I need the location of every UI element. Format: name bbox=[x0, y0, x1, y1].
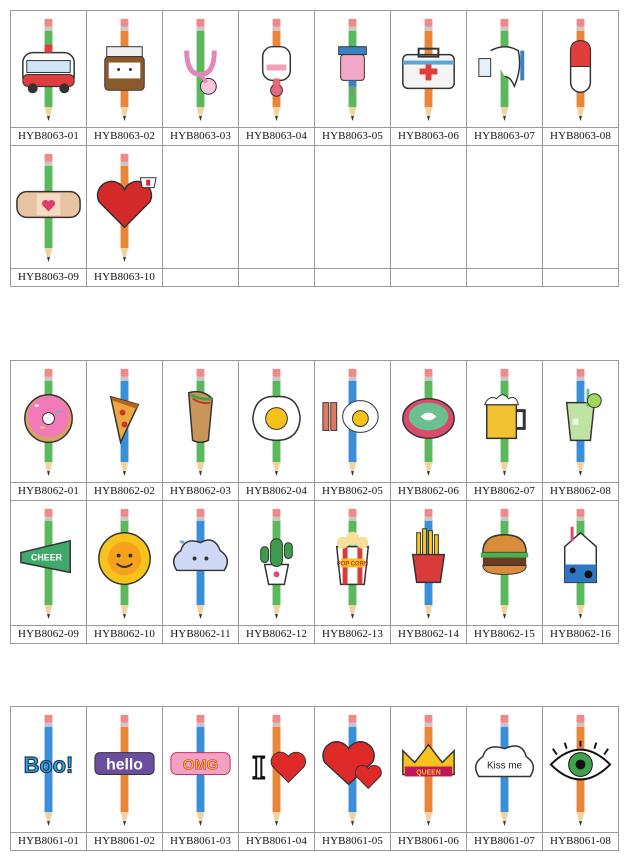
product-cell bbox=[391, 11, 467, 146]
svg-text:hello: hello bbox=[106, 756, 143, 774]
ambulance-icon bbox=[11, 11, 86, 127]
product-code: HYB8062-06 bbox=[391, 482, 466, 500]
milk-carton-icon bbox=[543, 501, 618, 625]
product-code: HYB8062-03 bbox=[163, 482, 238, 500]
kiss-me-cloud-icon bbox=[467, 707, 542, 832]
product-cell bbox=[467, 501, 543, 644]
product-code: HYB8062-14 bbox=[391, 625, 466, 643]
empty-cell bbox=[391, 146, 467, 287]
capsule-icon bbox=[543, 11, 618, 127]
product-code: HYB8063-10 bbox=[87, 268, 162, 286]
svg-text:CHEER: CHEER bbox=[31, 552, 63, 563]
empty-picture bbox=[467, 146, 542, 268]
product-cell bbox=[315, 501, 391, 644]
latte-icon bbox=[391, 361, 466, 482]
empty-cell bbox=[543, 146, 619, 287]
beer-mug-icon bbox=[467, 361, 542, 482]
product-code: HYB8061-08 bbox=[543, 832, 618, 850]
product-code bbox=[315, 268, 390, 286]
product-code: HYB8062-12 bbox=[239, 625, 314, 643]
product-code: HYB8062-05 bbox=[315, 482, 390, 500]
fried-egg-icon bbox=[239, 361, 314, 482]
product-cell bbox=[87, 501, 163, 644]
empty-cell bbox=[467, 146, 543, 287]
empty-picture bbox=[239, 146, 314, 268]
product-cell bbox=[543, 707, 619, 851]
i-love-icon bbox=[239, 707, 314, 832]
grid-row bbox=[11, 501, 619, 644]
product-cell bbox=[87, 11, 163, 146]
grid-row bbox=[11, 707, 619, 851]
product-code: HYB8061-07 bbox=[467, 832, 542, 850]
double-heart-icon bbox=[315, 707, 390, 832]
sun-icon bbox=[87, 501, 162, 625]
product-cell bbox=[11, 361, 87, 501]
product-code bbox=[543, 268, 618, 286]
product-cell bbox=[391, 707, 467, 851]
empty-picture bbox=[315, 146, 390, 268]
product-code: HYB8063-06 bbox=[391, 127, 466, 145]
cloud-icon bbox=[163, 501, 238, 625]
svg-text:Boo!: Boo! bbox=[23, 752, 74, 778]
product-cell bbox=[163, 361, 239, 501]
product-code: HYB8063-08 bbox=[543, 127, 618, 145]
sheet-hyb8061 bbox=[10, 706, 619, 851]
product-code: HYB8062-01 bbox=[11, 482, 86, 500]
product-code: HYB8061-02 bbox=[87, 832, 162, 850]
product-code: HYB8062-11 bbox=[163, 625, 238, 643]
product-cell bbox=[315, 361, 391, 501]
omg-text-icon bbox=[163, 707, 238, 832]
product-code: HYB8063-01 bbox=[11, 127, 86, 145]
product-code: HYB8061-01 bbox=[11, 832, 86, 850]
product-cell bbox=[11, 707, 87, 851]
product-cell bbox=[467, 11, 543, 146]
product-code bbox=[163, 268, 238, 286]
product-code: HYB8061-06 bbox=[391, 832, 466, 850]
hello-text-icon bbox=[87, 707, 162, 832]
cheer-megaphone-icon bbox=[11, 501, 86, 625]
product-cell bbox=[543, 11, 619, 146]
empty-cell bbox=[239, 146, 315, 287]
product-code: HYB8062-02 bbox=[87, 482, 162, 500]
empty-picture bbox=[163, 146, 238, 268]
product-cell bbox=[391, 361, 467, 501]
svg-text:I: I bbox=[252, 749, 266, 787]
product-cell bbox=[315, 11, 391, 146]
product-cell bbox=[163, 707, 239, 851]
product-code: HYB8062-07 bbox=[467, 482, 542, 500]
egg-bacon-icon bbox=[315, 361, 390, 482]
heart-nurse-cap-icon bbox=[87, 146, 162, 268]
empty-picture bbox=[391, 146, 466, 268]
grid-row bbox=[11, 361, 619, 501]
product-code: HYB8062-08 bbox=[543, 482, 618, 500]
product-code: HYB8063-07 bbox=[467, 127, 542, 145]
product-code: HYB8062-16 bbox=[543, 625, 618, 643]
bandage-icon bbox=[11, 146, 86, 268]
product-cell bbox=[239, 707, 315, 851]
product-code: HYB8063-09 bbox=[11, 268, 86, 286]
product-code: HYB8061-04 bbox=[239, 832, 314, 850]
product-cell bbox=[239, 501, 315, 644]
fries-icon bbox=[391, 501, 466, 625]
product-code bbox=[391, 268, 466, 286]
svg-text:OMG: OMG bbox=[182, 757, 219, 774]
product-code bbox=[467, 268, 542, 286]
donut-icon bbox=[11, 361, 86, 482]
product-code: HYB8062-15 bbox=[467, 625, 542, 643]
product-code: HYB8063-03 bbox=[163, 127, 238, 145]
product-cell bbox=[543, 501, 619, 644]
product-cell bbox=[11, 501, 87, 644]
sheet-hyb8062 bbox=[10, 360, 619, 644]
syringe-icon bbox=[315, 11, 390, 127]
stethoscope-icon bbox=[163, 11, 238, 127]
svg-text:Kiss me: Kiss me bbox=[486, 760, 523, 772]
product-code: HYB8063-02 bbox=[87, 127, 162, 145]
product-code: HYB8062-13 bbox=[315, 625, 390, 643]
tooth-icon bbox=[467, 11, 542, 127]
boo-text-icon bbox=[11, 707, 86, 832]
product-cell bbox=[239, 361, 315, 501]
product-code: HYB8062-09 bbox=[11, 625, 86, 643]
grid-row bbox=[11, 11, 619, 146]
empty-cell bbox=[315, 146, 391, 287]
lemonade-icon bbox=[543, 361, 618, 482]
product-cell bbox=[11, 11, 87, 146]
product-cell bbox=[315, 707, 391, 851]
product-cell bbox=[543, 361, 619, 501]
empty-cell bbox=[163, 146, 239, 287]
product-cell bbox=[163, 11, 239, 146]
product-cell bbox=[467, 707, 543, 851]
sheet-hyb8063 bbox=[10, 10, 619, 287]
eye-icon bbox=[543, 707, 618, 832]
product-cell bbox=[87, 361, 163, 501]
product-cell bbox=[163, 501, 239, 644]
product-cell bbox=[87, 146, 163, 287]
crown-icon bbox=[391, 707, 466, 832]
product-cell bbox=[87, 707, 163, 851]
product-code: HYB8063-04 bbox=[239, 127, 314, 145]
cactus-icon bbox=[239, 501, 314, 625]
product-code: HYB8062-10 bbox=[87, 625, 162, 643]
product-code: HYB8063-05 bbox=[315, 127, 390, 145]
popcorn-icon bbox=[315, 501, 390, 625]
pizza-icon bbox=[87, 361, 162, 482]
empty-picture bbox=[543, 146, 618, 268]
pill-bottle-icon bbox=[87, 11, 162, 127]
thermometer-icon bbox=[239, 11, 314, 127]
svg-text:QUEEN: QUEEN bbox=[416, 769, 441, 777]
product-cell bbox=[239, 11, 315, 146]
product-cell bbox=[467, 361, 543, 501]
svg-text:POP CORN: POP CORN bbox=[336, 561, 369, 568]
first-aid-kit-icon bbox=[391, 11, 466, 127]
product-cell bbox=[11, 146, 87, 287]
burger-icon bbox=[467, 501, 542, 625]
product-code: HYB8061-03 bbox=[163, 832, 238, 850]
grid-row bbox=[11, 146, 619, 287]
burrito-icon bbox=[163, 361, 238, 482]
product-code: HYB8062-04 bbox=[239, 482, 314, 500]
product-cell bbox=[391, 501, 467, 644]
product-code bbox=[239, 268, 314, 286]
product-code: HYB8061-05 bbox=[315, 832, 390, 850]
